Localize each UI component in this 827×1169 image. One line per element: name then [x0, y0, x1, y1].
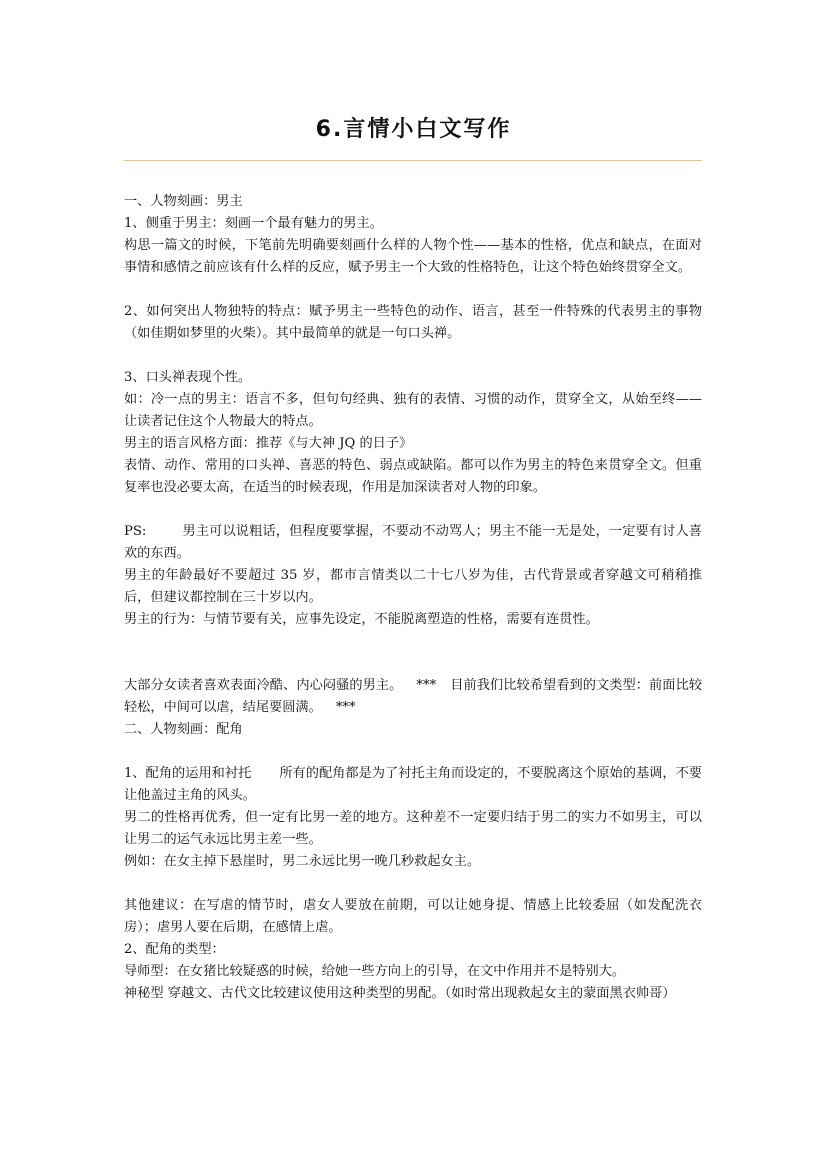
spacer [124, 345, 702, 367]
separator-stars: *** [416, 678, 437, 693]
paragraph: 3、口头禅表现个性。 [124, 370, 252, 385]
paragraph: 神秘型 穿越文、古代文比较建议使用这种类型的男配。（如时常出现救起女主的蒙面黑衣帅哥） [124, 986, 676, 1001]
paragraph: 男二的性格再优秀，但一定有比男一差的地方。这种差不一定要归结于男二的实力不如男主，可以让男二的运气永远比男主差一些。 [124, 810, 702, 847]
document-body [124, 191, 702, 1005]
paragraph: 2、如何突出人物独特的特点：赋予男主一些特色的动作、语言，甚至一件特殊的代表男主的事物（如佳期如梦里的火柴）。其中最简单的就是一句口头禅。 [124, 304, 702, 341]
paragraph: 表情、动作、常用的口头禅、喜恶的特色、弱点或缺陷。都可以作为男主的特色来贯穿全文。但重复率也没必要太高，在适当的时候表现，作用是加深读者对人物的印象。 [124, 458, 702, 495]
paragraph: 其他建议：在写虐的情节时，虐女人要放在前期，可以让她身提、情感上比较委屈（如发配洗衣房）；虐男人要在后期，在感情上虐。 [124, 898, 702, 935]
paragraph: 男主的年龄最好不要超过 35 岁，都市言情类以二十七八岁为佳，古代背景或者穿越文可稍稍推后，但建议都控制在三十岁以内。 [124, 568, 702, 605]
paragraph: 导师型：在女猪比较疑惑的时候，给她一些方向上的引导，在文中作用并不是特别大。 [124, 964, 626, 979]
paragraph: 如：冷一点的男主：语言不多，但句句经典、独有的表情、习惯的动作，贯穿全文，从始至终——让读者记住这个人物最大的特点。 [124, 392, 702, 429]
subheading-text: 所有的配角都是为了衬托主角而设定的，不要脱离这个原始的基调，不要让他盖过主角的风头。 [124, 766, 702, 803]
paragraph [124, 521, 702, 565]
paragraph: 构思一篇文的时候，下笔前先明确要刻画什么样的人物个性——基本的性格，优点和缺点，在面对事情和感情之前应该有什么样的反应，赋予男主一个大致的性格特色，让这个特色始终贯穿全文。 [124, 238, 702, 275]
genre-preference: 目前我们比较希望看到的文类型：前面比较轻松，中间可以虐，结尾要圆满。 [124, 678, 703, 715]
ps-text: 男主可以说粗话，但程度要掌握，不要动不动骂人；男主不能一无是处，一定要有讨人喜欢的东西。 [124, 524, 702, 561]
paragraph: 男主的语言风格方面：推荐《与大神 JQ 的日子》 [124, 436, 413, 451]
paragraph: 男主的行为：与情节要有关，应事先设定，不能脱离塑造的性格，需要有连贯性。 [124, 612, 599, 627]
title-divider [124, 160, 702, 161]
section-heading: 二、人物刻画：配角 [124, 722, 243, 737]
subheading: 1、配角的运用和衬托 [124, 766, 252, 781]
paragraph: 2、配角的类型： [124, 942, 225, 957]
spacer [124, 741, 702, 763]
spacer [124, 631, 702, 675]
paragraph [124, 675, 702, 719]
spacer [124, 499, 702, 521]
paragraph: 例如：在女主掉下悬崖时，男二永远比男一晚几秒救起女主。 [124, 854, 481, 869]
page-title: 6.言情小白文写作 [315, 117, 512, 142]
separator-stars: *** [335, 700, 356, 715]
ps-label: PS: [124, 524, 147, 539]
paragraph: 1、侧重于男主：刻画一个最有魅力的男主。 [124, 216, 383, 231]
spacer [124, 873, 702, 895]
paragraph [124, 763, 702, 807]
spacer [124, 279, 702, 301]
reader-preference: 大部分女读者喜欢表面冷酷、内心闷骚的男主。 [124, 678, 403, 693]
section-heading: 一、人物刻画：男主 [124, 194, 243, 209]
